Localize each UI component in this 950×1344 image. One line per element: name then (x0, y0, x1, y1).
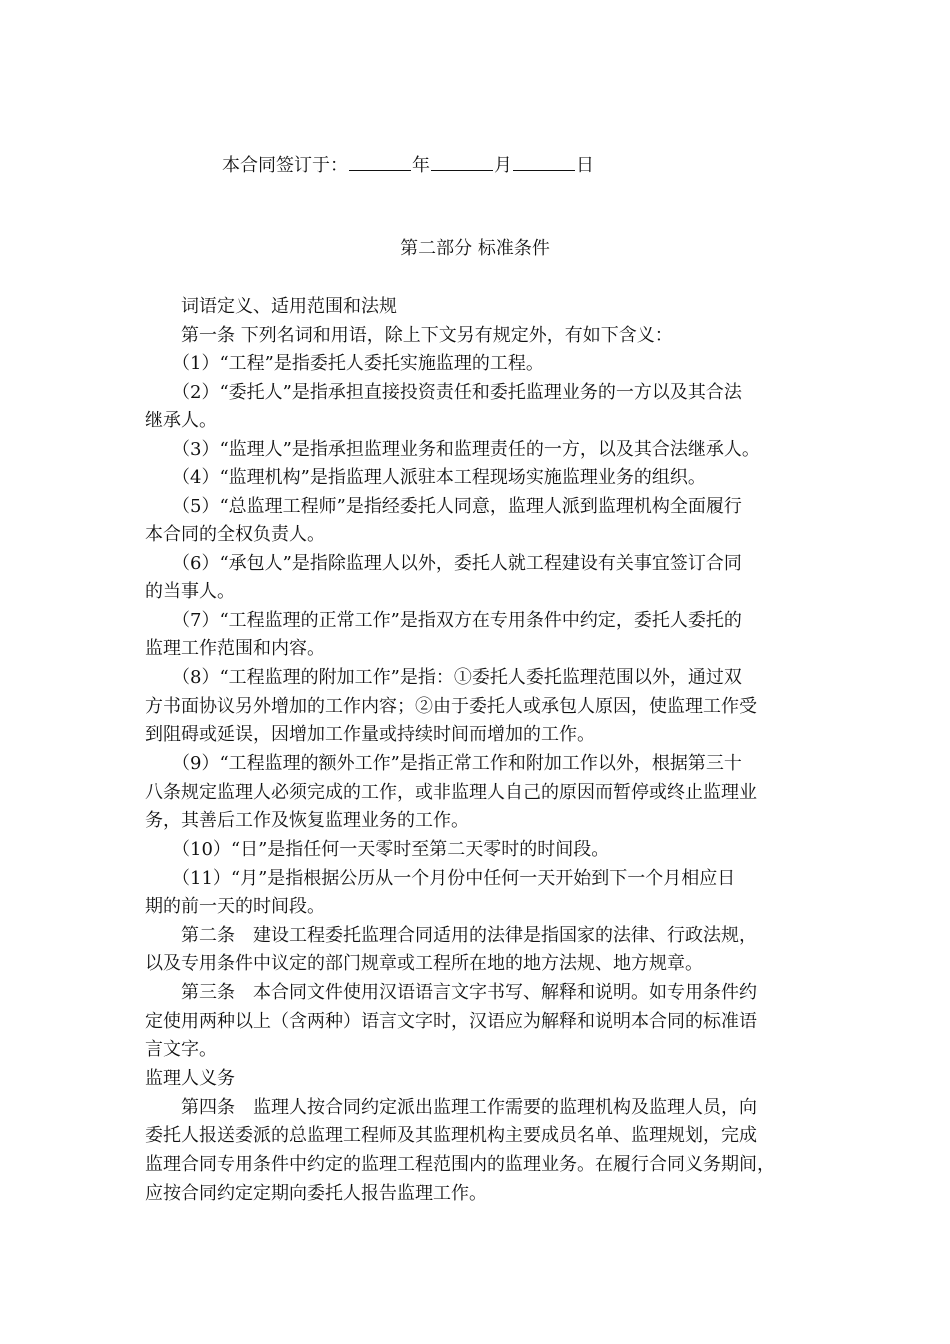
text-line: （2）“委托人”是指承担直接投资责任和委托监理业务的一方以及其合法 (145, 382, 742, 403)
text-line: （5）“总监理工程师”是指经委托人同意，监理人派到监理机构全面履行 (145, 496, 742, 517)
text-line: 的当事人。 (145, 581, 235, 602)
text-line: 第四条 监理人按合同约定派出监理工作需要的监理机构及监理人员，向 (145, 1097, 757, 1118)
month-blank (431, 152, 493, 171)
day-blank (513, 152, 575, 171)
year-label: 年 (412, 155, 430, 176)
day-label: 日 (576, 155, 594, 176)
text-line: 应按合同约定定期向委托人报告监理工作。 (145, 1183, 487, 1204)
month-label: 月 (494, 155, 512, 176)
text-line: （6）“承包人”是指除监理人以外，委托人就工程建设有关事宜签订合同 (145, 553, 742, 574)
text-line: （4）“监理机构”是指监理人派驻本工程现场实施监理业务的组织。 (145, 467, 706, 488)
text-line: 期的前一天的时间段。 (145, 896, 325, 917)
text-line: （9）“工程监理的额外工作”是指正常工作和附加工作以外，根据第三十 (145, 753, 742, 774)
text-line: （3）“监理人”是指承担监理业务和监理责任的一方，以及其合法继承人。 (145, 439, 760, 460)
text-line: 第二条 建设工程委托监理合同适用的法律是指国家的法律、行政法规， (145, 925, 757, 946)
text-line: （11）“月”是指根据公历从一个月份中任何一天开始到下一个月相应日 (145, 868, 736, 889)
text-line: 方书面协议另外增加的工作内容；②由于委托人或承包人原因，使监理工作受 (145, 696, 757, 717)
text-line: 第一条 下列名词和用语，除上下文另有规定外，有如下含义： (145, 325, 673, 346)
text-line: （1）“工程”是指委托人委托实施监理的工程。 (145, 353, 544, 374)
text-line: 监理合同专用条件中约定的监理工程范围内的监理业务。在履行合同义务期间， (145, 1154, 775, 1175)
text-line: 本合同的全权负责人。 (145, 524, 325, 545)
text-line: 言文字。 (145, 1039, 217, 1060)
year-blank (349, 152, 411, 171)
text-line: 八条规定监理人必须完成的工作，或非监理人自己的原因而暂停或终止监理业 (145, 782, 757, 803)
text-line: 以及专用条件中议定的部门规章或工程所在地的地方法规、地方规章。 (145, 953, 703, 974)
text-line: 继承人。 (145, 410, 217, 431)
text-line: （8）“工程监理的附加工作”是指：①委托人委托监理范围以外，通过双 (145, 667, 742, 688)
text-line: 词语定义、适用范围和法规 (145, 296, 397, 317)
text-line: 委托人报送委派的总监理工程师及其监理机构主要成员名单、监理规划，完成 (145, 1125, 757, 1146)
section-heading: 监理人义务 (145, 1068, 235, 1089)
part-title: 第二部分 标准条件 (400, 238, 550, 259)
text-line: 务，其善后工作及恢复监理业务的工作。 (145, 810, 469, 831)
text-line: 监理工作范围和内容。 (145, 638, 325, 659)
text-line: （10）“日”是指任何一天零时至第二天零时的时间段。 (145, 839, 610, 860)
signing-prefix: 本合同签订于： (222, 155, 348, 176)
text-line: 到阻碍或延误，因增加工作量或持续时间而增加的工作。 (145, 724, 595, 745)
text-line: 第三条 本合同文件使用汉语语言文字书写、解释和说明。如专用条件约 (145, 982, 757, 1003)
text-line: 定使用两种以上（含两种）语言文字时，汉语应为解释和说明本合同的标准语 (145, 1011, 757, 1032)
text-line: （7）“工程监理的正常工作”是指双方在专用条件中约定，委托人委托的 (145, 610, 742, 631)
signing-date-line (222, 152, 594, 177)
